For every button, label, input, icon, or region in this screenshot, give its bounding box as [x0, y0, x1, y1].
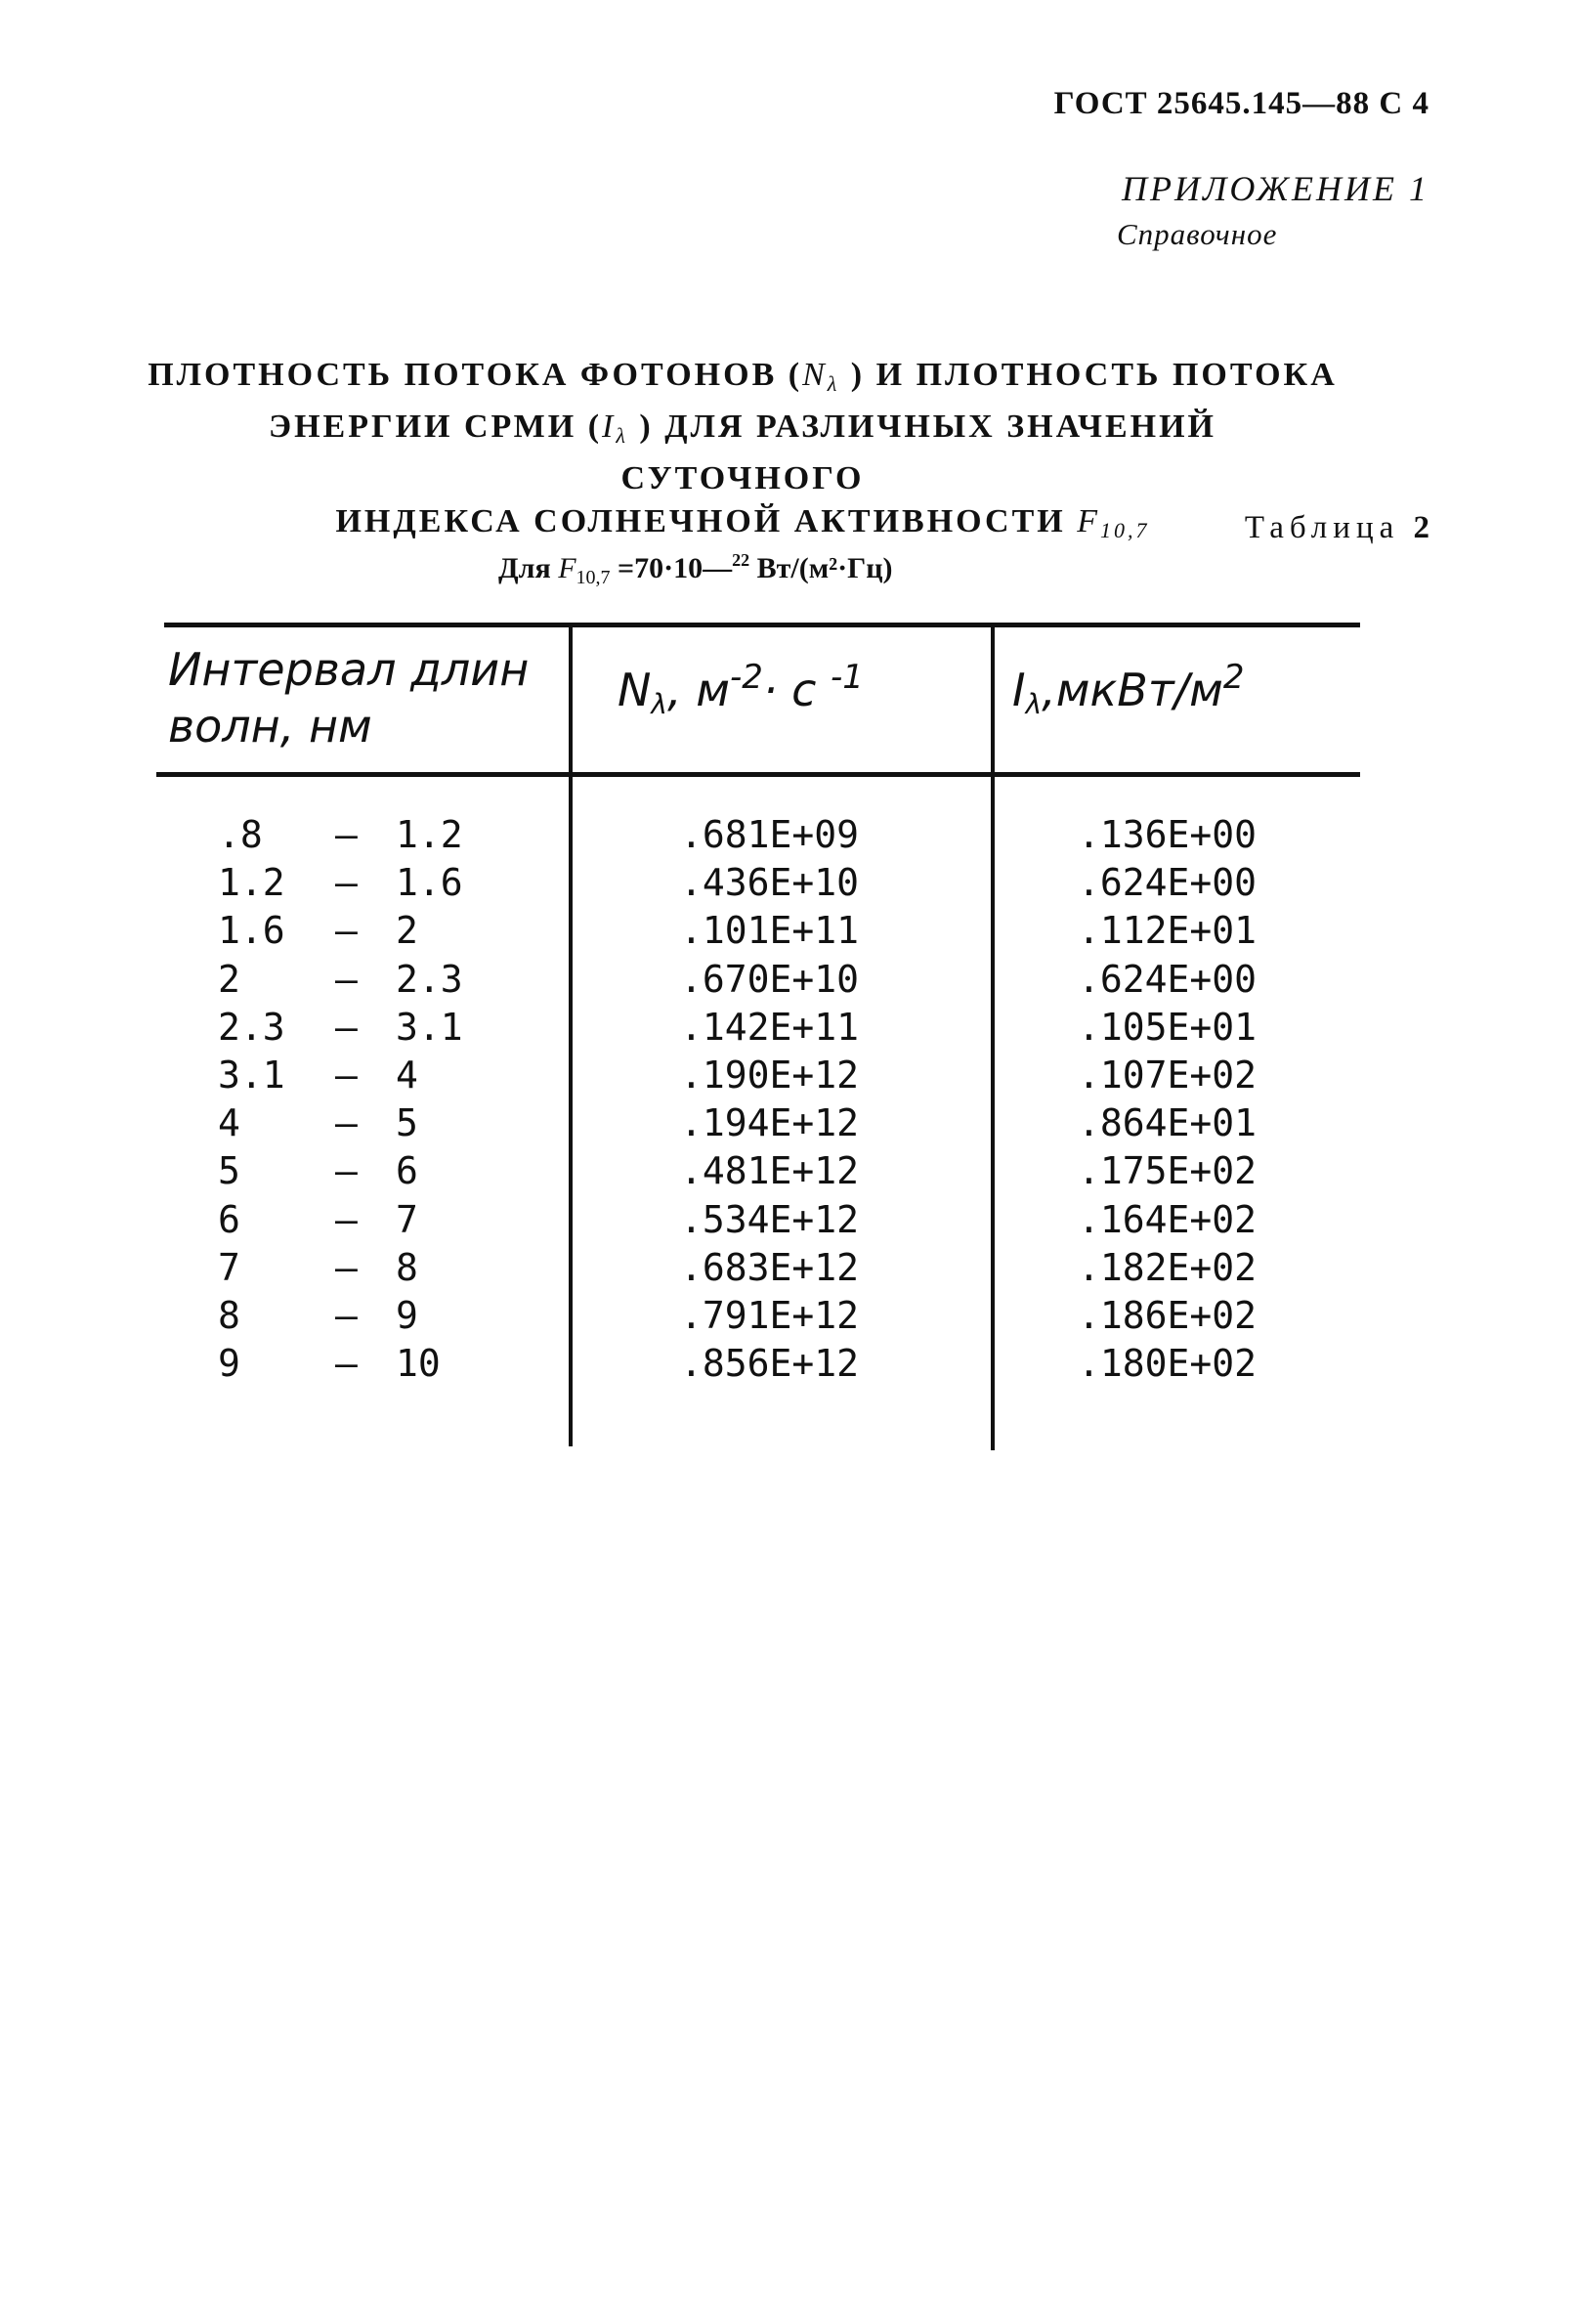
photon-flux-value: .190E+12 — [680, 1053, 860, 1097]
wavelength-to: 10 — [396, 1342, 441, 1386]
wavelength-from: 8 — [218, 1293, 240, 1337]
wavelength-to: 2 — [396, 909, 418, 953]
table-row — [164, 1147, 1376, 1195]
energy-flux-value: .175E+02 — [1078, 1149, 1258, 1193]
energy-flux-value: .864E+01 — [1078, 1101, 1258, 1145]
range-dash: – — [335, 1293, 358, 1337]
table-row — [164, 1004, 1376, 1052]
energy-flux-value: .107E+02 — [1078, 1053, 1258, 1097]
photon-flux-value: .481E+12 — [680, 1149, 860, 1193]
wavelength-from: .8 — [218, 813, 263, 856]
photon-flux-value: .534E+12 — [680, 1197, 860, 1241]
table-header-rule — [156, 772, 1360, 777]
energy-flux-value: .182E+02 — [1078, 1245, 1258, 1289]
wavelength-to: 1.6 — [396, 861, 463, 905]
energy-flux-value: .112E+01 — [1078, 909, 1258, 953]
wavelength-to: 5 — [396, 1101, 418, 1145]
photon-flux-value: .436E+10 — [680, 861, 860, 905]
wavelength-from: 1.6 — [218, 909, 285, 953]
table-number: Таблица 2 — [1244, 510, 1429, 545]
wavelength-from: 2.3 — [218, 1005, 285, 1049]
wavelength-from: 9 — [218, 1342, 240, 1386]
range-dash: – — [335, 1101, 358, 1145]
header-photon-flux: $N_\lambda$, $м^{-2}\cdot с$ $^{-1}$ — [618, 658, 864, 720]
range-dash: – — [335, 1005, 358, 1049]
wavelength-to: 2.3 — [396, 957, 463, 1001]
wavelength-from: 3.1 — [218, 1053, 285, 1097]
wavelength-from: 2 — [218, 957, 240, 1001]
wavelength-from: 7 — [218, 1245, 240, 1289]
photon-flux-value: .681E+09 — [680, 813, 860, 856]
title-line-1: ПЛОТНОСТЬ ПОТОКА ФОТОНОВ ($N_\lambda$ ) И ПЛОТНОСТЬ ПОТОКА — [148, 357, 1338, 396]
energy-flux-value: .186E+02 — [1078, 1293, 1258, 1337]
wavelength-to: 9 — [396, 1293, 418, 1337]
range-dash: – — [335, 813, 358, 856]
title-line-3: ИНДЕКСА СОЛНЕЧНОЙ АКТИВНОСТИ $F_{10,7}$ — [335, 503, 1150, 542]
range-dash: – — [335, 957, 358, 1001]
energy-flux-value: .164E+02 — [1078, 1197, 1258, 1241]
table-condition: Для $F_{10,7}$ =70·10—$^{22}$ Вт/(м²·Гц) — [498, 550, 893, 588]
range-dash: – — [335, 1197, 358, 1241]
table-row — [164, 1052, 1376, 1099]
page-title — [147, 354, 1339, 552]
wavelength-to: 1.2 — [396, 813, 463, 856]
table-row — [164, 859, 1376, 907]
table-row — [164, 1196, 1376, 1244]
photon-flux-value: .670E+10 — [680, 957, 860, 1001]
appendix-type: Справочное — [1117, 217, 1278, 251]
wavelength-from: 6 — [218, 1197, 240, 1241]
table-row — [164, 907, 1376, 955]
wavelength-to: 3.1 — [396, 1005, 463, 1049]
range-dash: – — [335, 1342, 358, 1386]
energy-flux-value: .624E+00 — [1078, 957, 1258, 1001]
header-wavelength-interval: Интервал длин волн, нм — [168, 643, 530, 753]
photon-flux-value: .791E+12 — [680, 1293, 860, 1337]
photon-flux-value: .101E+11 — [680, 909, 860, 953]
table-top-rule — [164, 623, 1360, 627]
header-energy-flux: $I_\lambda,мкВт/м^2$ — [1012, 658, 1245, 720]
range-dash: – — [335, 1245, 358, 1289]
range-dash: – — [335, 1053, 358, 1097]
table-body — [164, 811, 1376, 1388]
title-line-2: ЭНЕРГИИ СРМИ ($I_\lambda$ ) ДЛЯ РАЗЛИЧНЫХ ЗНАЧЕНИЙ СУТОЧНОГО — [269, 409, 1216, 496]
wavelength-to: 8 — [396, 1245, 418, 1289]
table-row — [164, 1244, 1376, 1292]
standard-code: ГОСТ 25645.145—88 С 4 — [1053, 86, 1429, 121]
photon-flux-value: .683E+12 — [680, 1245, 860, 1289]
energy-flux-value: .180E+02 — [1078, 1342, 1258, 1386]
table-row — [164, 811, 1376, 859]
wavelength-to: 6 — [396, 1149, 418, 1193]
wavelength-from: 4 — [218, 1101, 240, 1145]
photon-flux-value: .142E+11 — [680, 1005, 860, 1049]
table-row — [164, 956, 1376, 1004]
photon-flux-value: .856E+12 — [680, 1342, 860, 1386]
wavelength-from: 1.2 — [218, 861, 285, 905]
table-row — [164, 1340, 1376, 1388]
photon-flux-value: .194E+12 — [680, 1101, 860, 1145]
range-dash: – — [335, 909, 358, 953]
wavelength-from: 5 — [218, 1149, 240, 1193]
energy-flux-value: .105E+01 — [1078, 1005, 1258, 1049]
range-dash: – — [335, 861, 358, 905]
table-row — [164, 1099, 1376, 1147]
wavelength-to: 7 — [396, 1197, 418, 1241]
range-dash: – — [335, 1149, 358, 1193]
wavelength-to: 4 — [396, 1053, 418, 1097]
energy-flux-value: .624E+00 — [1078, 861, 1258, 905]
appendix-title: ПРИЛОЖЕНИЕ 1 — [1122, 169, 1429, 208]
table-row — [164, 1292, 1376, 1340]
energy-flux-value: .136E+00 — [1078, 813, 1258, 856]
